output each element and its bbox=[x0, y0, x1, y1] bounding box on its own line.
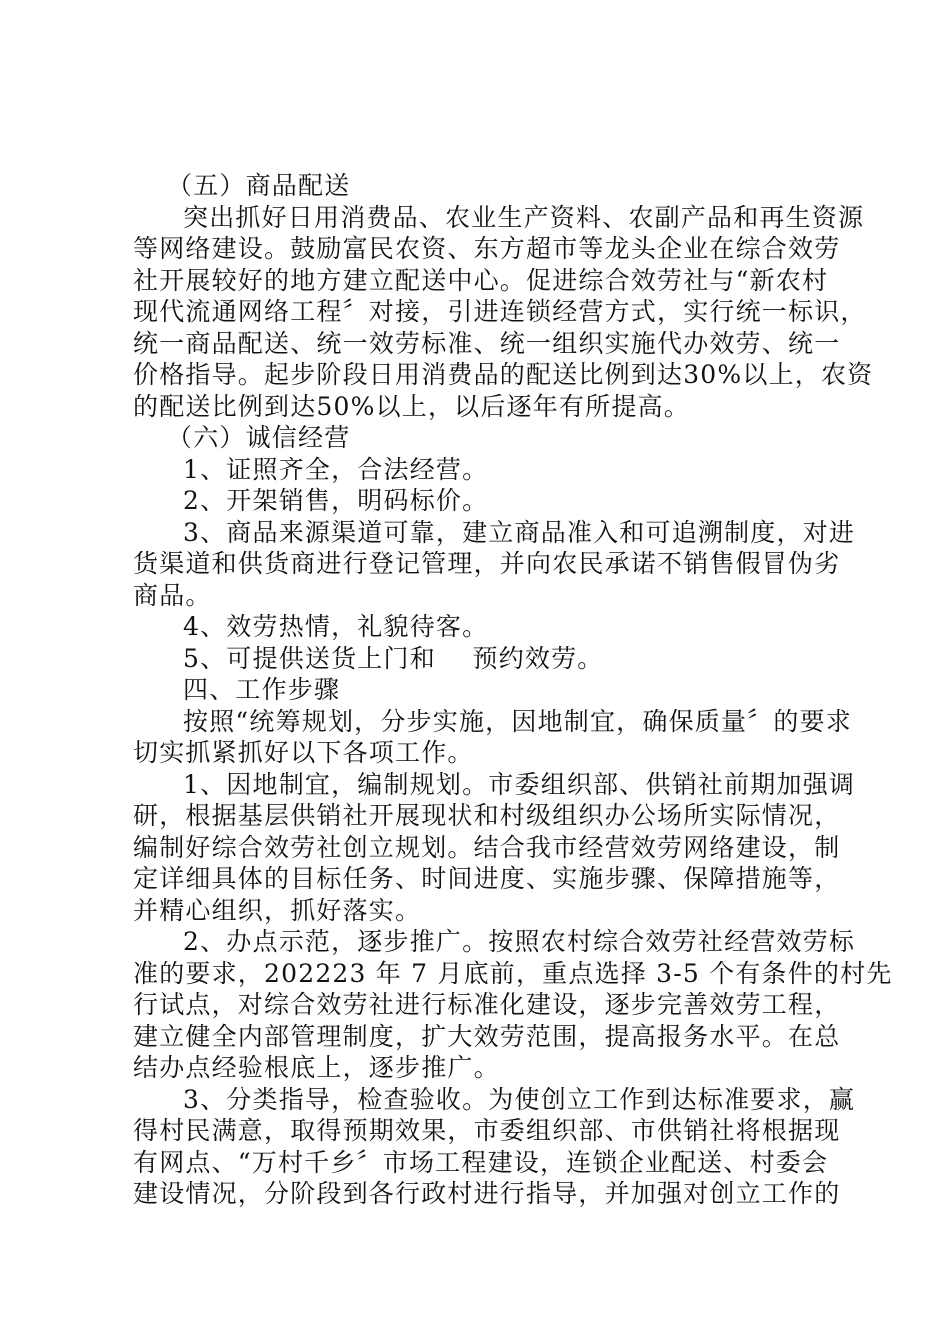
text-line: 4、效劳热情，礼貌待客。 bbox=[183, 612, 489, 641]
text-line: 得村民满意，取得预期效果，市委组织部、市供销社将根据现 bbox=[133, 1116, 841, 1145]
text-line: 建设情况，分阶段到各行政村进行指导，并加强对创立工作的 bbox=[133, 1179, 841, 1208]
text-line: 行试点，对综合效劳社进行标准化建设，逐步完善效劳工程， bbox=[133, 990, 841, 1019]
text-line: 结办点经验根底上，逐步推广。 bbox=[133, 1053, 500, 1082]
text-line: 建立健全内部管理制度，扩大效劳范围，提高报务水平。在总 bbox=[133, 1021, 841, 1051]
text-line: 货渠道和供货商进行登记管理，并向农民承诺不销售假冒伪劣 bbox=[133, 549, 841, 578]
text-line: 价格指导。起步阶段日用消费品的配送比例到达30%以上，农资 bbox=[133, 360, 874, 389]
text-line: 3、商品来源渠道可靠，建立商品准入和可追溯制度，对进 bbox=[183, 517, 856, 547]
text-line: 的配送比例到达50%以上，以后逐年有所提高。 bbox=[133, 391, 690, 421]
text-line: 1、因地制宜，编制规划。市委组织部、供销社前期加强调 bbox=[183, 769, 856, 799]
text-line: 2、开架销售，明码标价。 bbox=[183, 486, 489, 515]
text-line: 等网络建设。鼓励富民农资、东方超市等龙头企业在综合效劳 bbox=[133, 234, 841, 263]
text-line: 切实抓紧抓好以下各项工作。 bbox=[133, 738, 474, 767]
text-line: 突出抓好日用消费品、农业生产资料、农副产品和再生资源 bbox=[183, 202, 865, 232]
text-line: 并精心组织，抓好落实。 bbox=[133, 895, 422, 925]
text-line: 3、分类指导，检查验收。为使创立工作到达标准要求，赢 bbox=[183, 1084, 856, 1114]
text-line: 四、工作步骤 bbox=[183, 675, 341, 704]
document-body bbox=[133, 170, 893, 1210]
text-line: 有网点、“万村千乡〞市场工程建设，连锁企业配送、村委会 bbox=[133, 1147, 829, 1177]
text-line: 统一商品配送、统一效劳标准、统一组织实施代办效劳、统一 bbox=[133, 328, 841, 358]
text-line: （五）商品配送 bbox=[167, 171, 351, 200]
text-line: 社开展较好的地方建立配送中心。促进综合效劳社与“新农村 bbox=[133, 265, 829, 295]
text-line: 准的要求，202223 年 7 月底前，重点选择 3-5 个有条件的村先 bbox=[133, 958, 893, 988]
text-line: 按照“统筹规划，分步实施，因地制宜，确保质量〞的要求 bbox=[183, 706, 852, 736]
text-line: （六）诚信经营 bbox=[167, 423, 351, 452]
text-line: 定详细具体的目标任务、时间进度、实施步骤、保障措施等， bbox=[133, 864, 841, 893]
text-line: 编制好综合效劳社创立规划。结合我市经营效劳网络建设，制 bbox=[133, 832, 841, 862]
text-line: 研，根据基层供销社开展现状和村级组织办公场所实际情况， bbox=[133, 801, 841, 830]
text-line: 2、办点示范，逐步推广。按照农村综合效劳社经营效劳标 bbox=[183, 927, 856, 956]
text-line: 5、可提供送货上门和 预约效劳。 bbox=[183, 643, 604, 673]
text-line: 商品。 bbox=[133, 580, 212, 610]
text-line: 现代流通网络工程〞对接，引进连锁经营方式，实行统一标识， bbox=[133, 297, 867, 326]
text-line: 1、证照齐全，合法经营。 bbox=[183, 454, 489, 484]
